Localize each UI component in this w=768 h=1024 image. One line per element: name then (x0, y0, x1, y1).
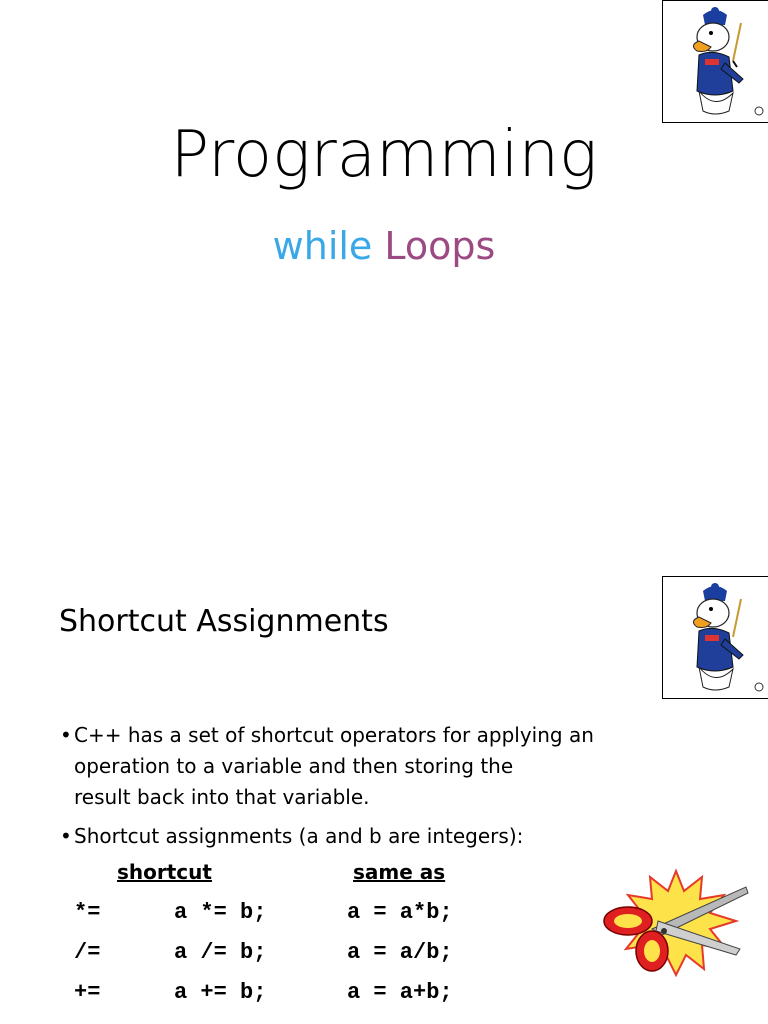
same-as-cell: a = a/b; (347, 940, 453, 965)
scissors-clipart-icon (600, 865, 752, 977)
same-as-cell: a = a+b; (347, 980, 453, 1005)
bullet-line: result back into that variable. (74, 785, 370, 809)
operator-cell: *= (74, 900, 101, 925)
same-as-cell: a = a*b; (347, 900, 453, 925)
column-header-shortcut: shortcut (117, 860, 212, 884)
bullet-line: Shortcut assignments (a and b are integers): (74, 824, 524, 848)
slide-title: Programming (170, 118, 598, 192)
bullet-item: • C++ has a set of shortcut operators for applying an operation to a variable and then storing the result back into that variable. (60, 720, 620, 813)
shortcut-cell: a += b; (174, 980, 267, 1005)
bullet-item: • Shortcut assignments (a and b are integers): (60, 821, 620, 852)
bullet-line: C++ has a set of shortcut operators for applying an (74, 723, 594, 747)
operator-cell: /= (74, 940, 101, 965)
shortcut-cell: a *= b; (174, 900, 267, 925)
shortcut-cell: a /= b; (174, 940, 267, 965)
operator-cell: += (74, 980, 101, 1005)
slide-subtitle (0, 224, 768, 268)
content-slide (0, 560, 768, 1024)
subtitle-topic: Loops (384, 224, 496, 268)
slide-heading: Shortcut Assignments (59, 604, 389, 639)
table-row (0, 980, 768, 1020)
donald-duck-clipart-icon (662, 0, 768, 123)
donald-duck-clipart-icon (662, 576, 768, 699)
subtitle-keyword: while (272, 224, 373, 268)
column-header-same-as: same as (353, 860, 446, 884)
bullet-line: operation to a variable and then storing the (74, 754, 514, 778)
